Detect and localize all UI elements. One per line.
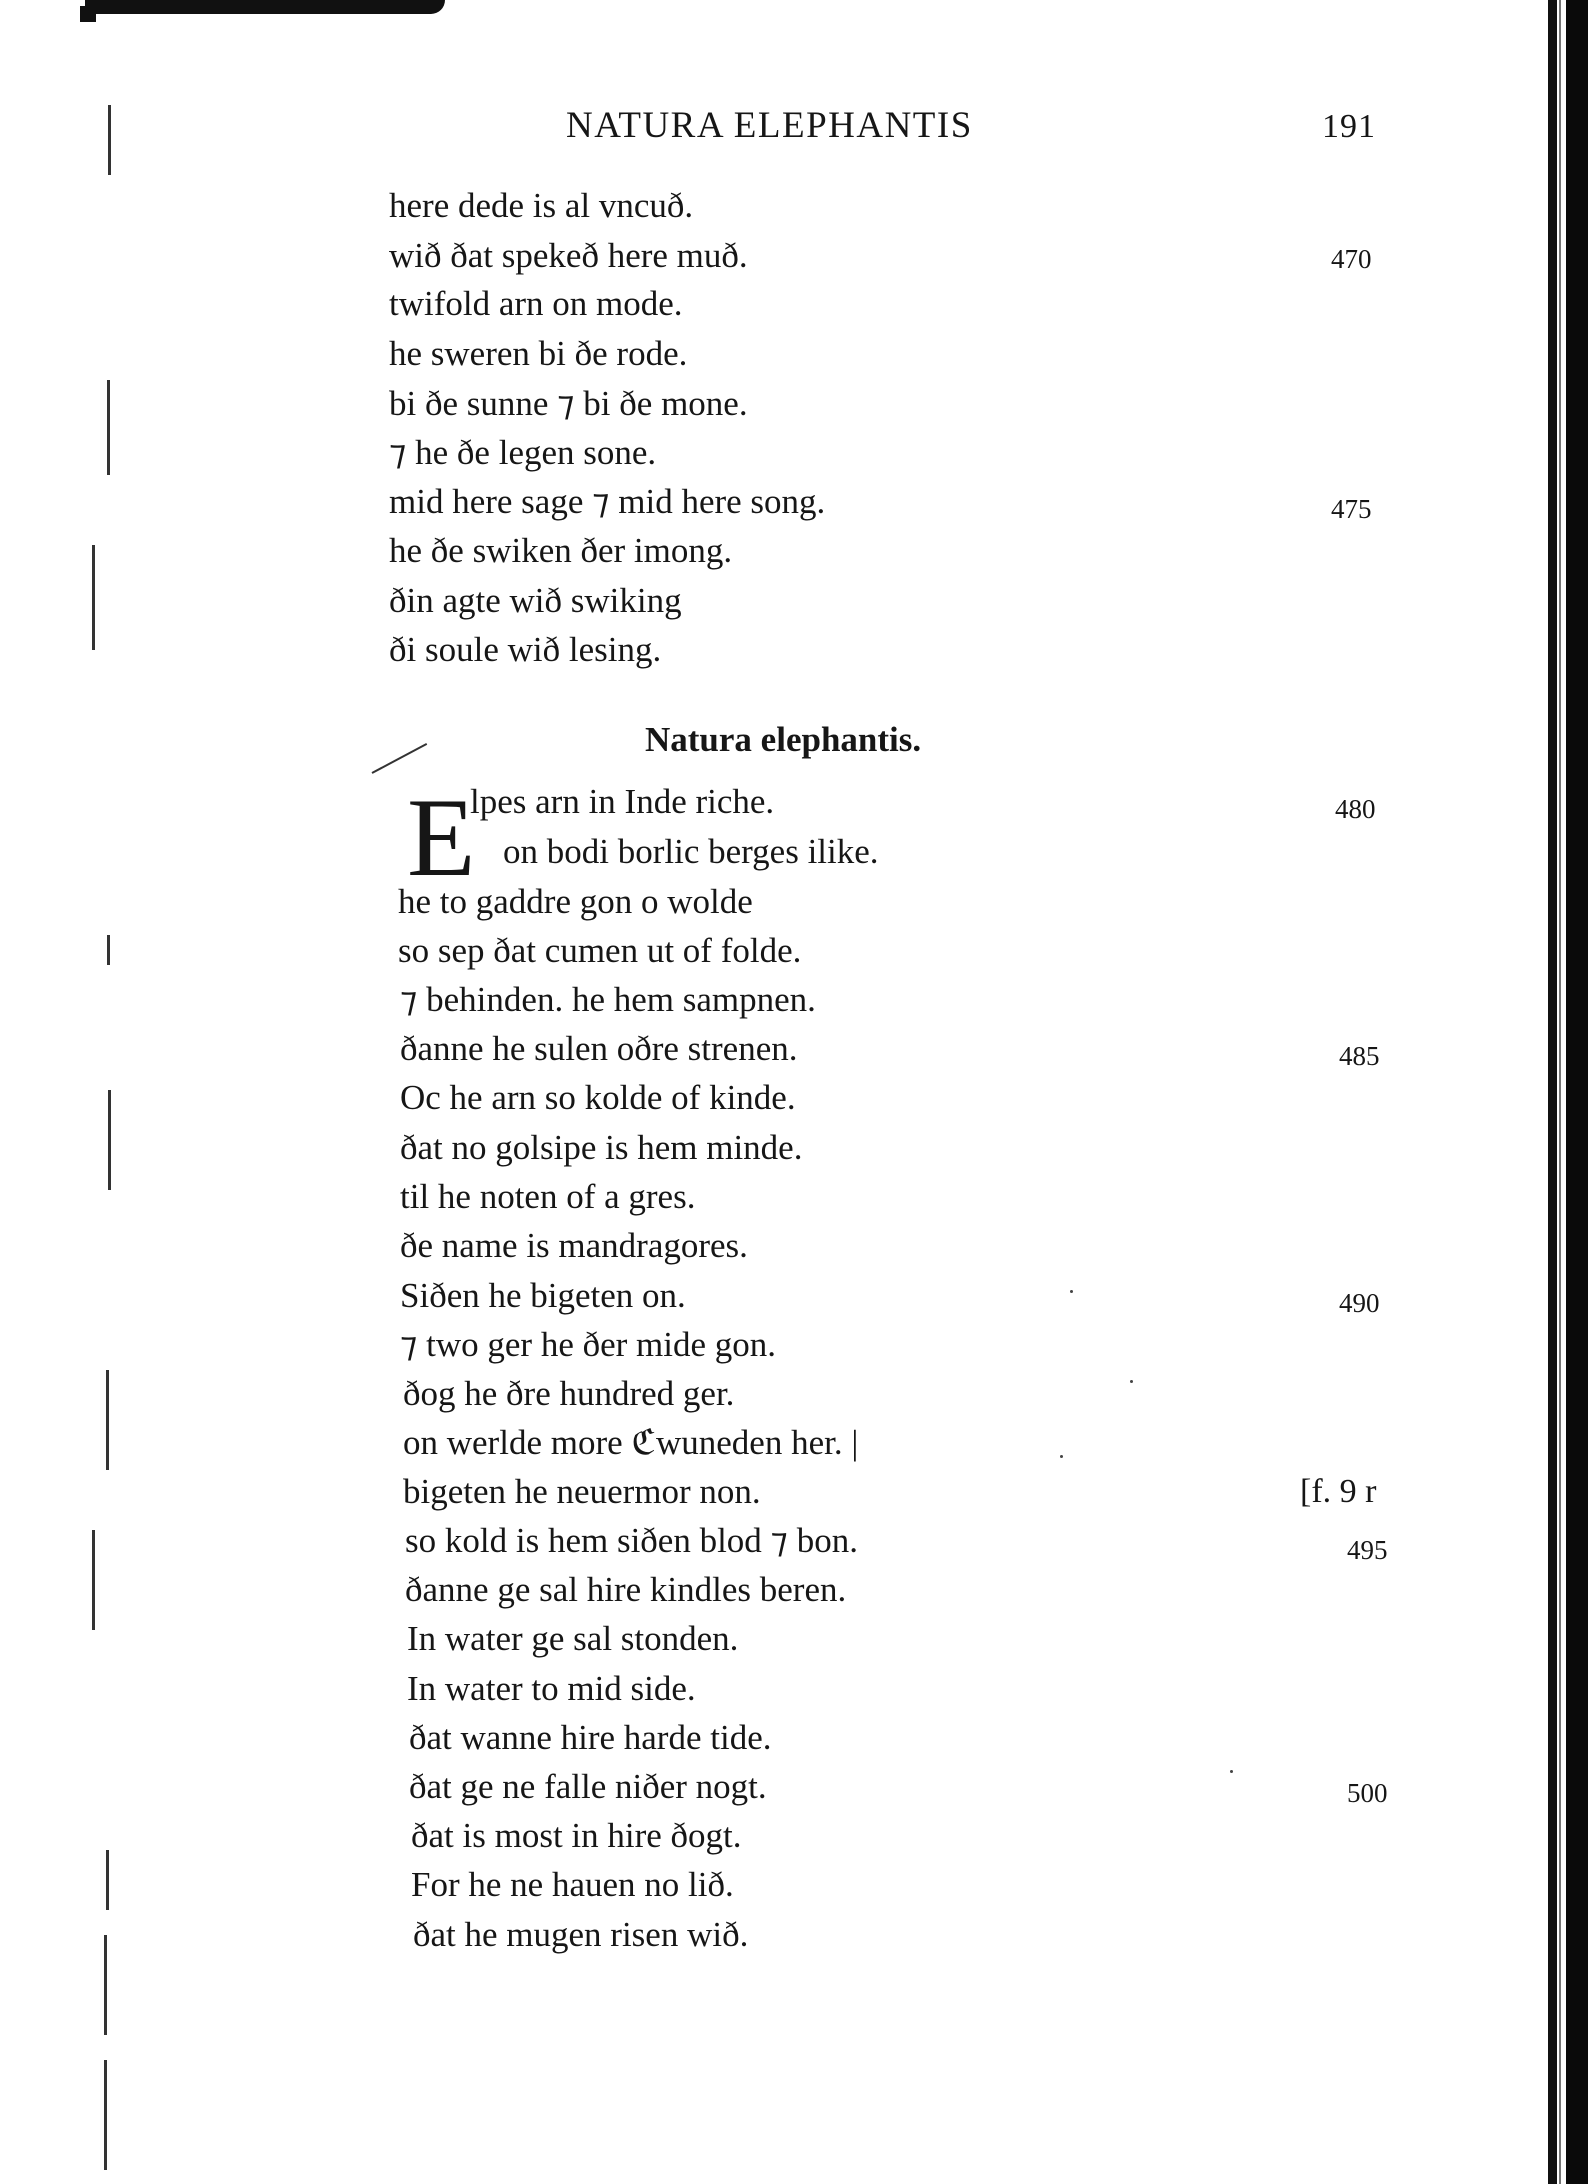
line-number: 480 [1335, 794, 1376, 824]
verse-line: ðat he mugen risen wið. [413, 1915, 749, 1954]
verse-line: mid here sage ⁊ mid here song. [389, 482, 826, 521]
verse-line: Siðen he bigeten on. [400, 1276, 686, 1315]
verse-line: he to gaddre gon o wolde [398, 882, 753, 921]
verse-line: ðog he ðre hundred ger. [403, 1374, 735, 1413]
verse-line: ⁊ two ger he ðer mide gon. [400, 1325, 777, 1364]
verse-line: ðat is most in hire ðogt. [411, 1816, 742, 1855]
verse-line: ðe name is mandragores. [400, 1226, 748, 1265]
page-number: 191 [1322, 108, 1376, 145]
line-number: 500 [1347, 1778, 1388, 1808]
verse-line: wið ðat spekeð here muð. [389, 236, 748, 275]
gutter-mark [107, 380, 110, 475]
verse-line: ðat no golsipe is hem minde. [400, 1128, 803, 1167]
line-number: 470 [1331, 244, 1372, 274]
gutter-mark [108, 105, 111, 175]
verse-line: In water ge sal stonden. [407, 1619, 739, 1658]
verse-line: on bodi borlic berges ilike. [503, 832, 879, 871]
pen-stroke [372, 743, 428, 774]
verse-line: he ðe swiken ðer imong. [389, 531, 733, 570]
gutter-mark [104, 1935, 107, 2035]
verse-line: Oc he arn so kolde of kinde. [400, 1078, 796, 1117]
line-number: 475 [1331, 494, 1372, 524]
verse-line: bigeten he neuermor non. [403, 1472, 761, 1511]
print-speck [1230, 1770, 1233, 1773]
gutter-mark [104, 2060, 107, 2170]
gutter-mark [92, 545, 95, 650]
verse-line: ðanne he sulen oðre strenen. [400, 1029, 798, 1068]
section-title: Natura elephantis. [645, 720, 922, 759]
print-speck [1070, 1290, 1073, 1293]
gutter-mark [106, 1850, 109, 1910]
print-speck [1130, 1380, 1133, 1383]
page-edge-line [1559, 0, 1561, 2184]
verse-line: ðat ge ne falle niðer nogt. [409, 1767, 767, 1806]
running-title: NATURA ELEPHANTIS [566, 105, 973, 146]
verse-line: til he noten of a gres. [400, 1177, 696, 1216]
gutter-mark [106, 1370, 109, 1470]
line-number: 495 [1347, 1535, 1388, 1565]
verse-line: For he ne hauen no lið. [411, 1865, 734, 1904]
line-number: 490 [1339, 1288, 1380, 1318]
verse-line: twifold arn on mode. [389, 284, 683, 323]
scan-edge-mark [85, 0, 445, 14]
verse-line: ðat wanne hire harde tide. [409, 1718, 772, 1757]
page-edge-shadow [1548, 0, 1557, 2184]
verse-line: ⁊ behinden. he hem sampnen. [400, 980, 816, 1019]
gutter-mark [107, 935, 110, 965]
gutter-mark [92, 1530, 95, 1630]
verse-line: bi ðe sunne ⁊ bi ðe mone. [389, 384, 748, 423]
gutter-mark [108, 1090, 111, 1190]
verse-line: on werlde more ℭwuneden her. | [403, 1423, 859, 1462]
verse-line: ðin agte wið swiking [389, 581, 682, 620]
scan-edge-mark [80, 6, 96, 22]
line-number: 485 [1339, 1041, 1380, 1071]
verse-line: so kold is hem siðen blod ⁊ bon. [405, 1521, 858, 1560]
verse-line: In water to mid side. [407, 1669, 696, 1708]
verse-line: ði soule wið lesing. [389, 630, 662, 669]
verse-line: ⁊ he ðe legen sone. [389, 433, 657, 472]
manuscript-folio-marker: [f. 9 r [1300, 1473, 1377, 1510]
verse-line: he sweren bi ðe rode. [389, 334, 688, 373]
verse-line: so sep ðat cumen ut of folde. [398, 931, 802, 970]
verse-line: here dede is al vncuð. [389, 186, 694, 225]
page-edge-shadow [1566, 0, 1588, 2184]
verse-line: lpes arn in Inde riche. [470, 782, 775, 821]
print-speck [1060, 1455, 1063, 1458]
drop-cap: E [407, 776, 476, 900]
verse-line: ðanne ge sal hire kindles beren. [405, 1570, 847, 1609]
